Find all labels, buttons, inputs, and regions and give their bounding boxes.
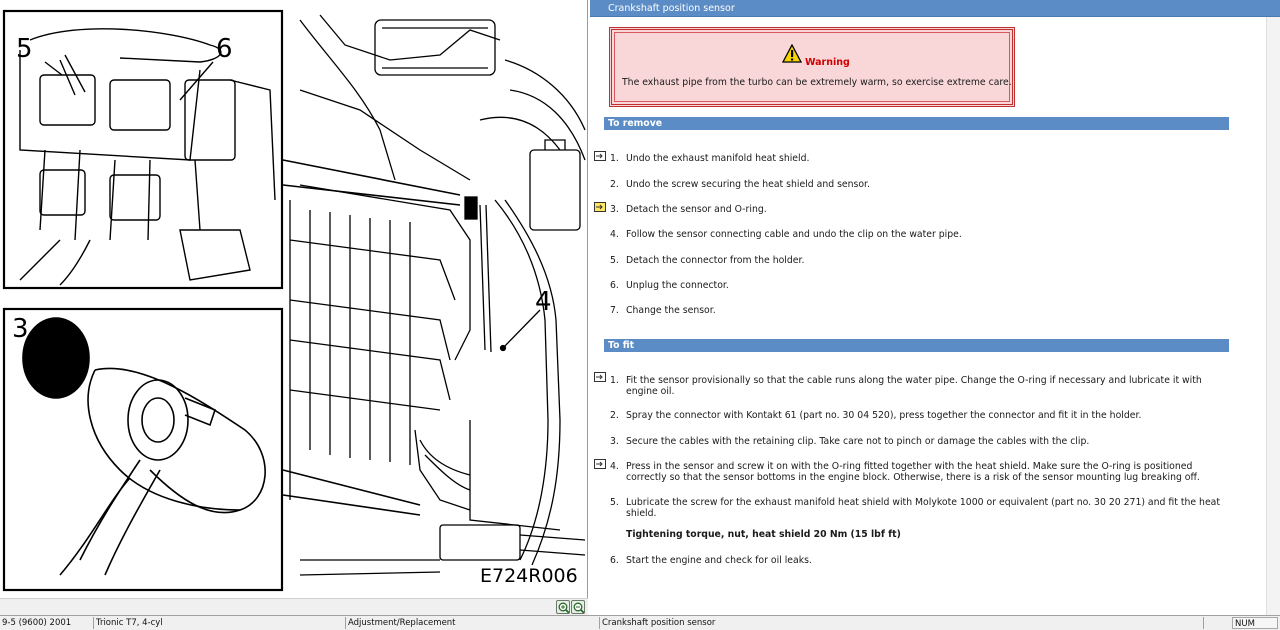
illustration-pane bbox=[0, 0, 588, 615]
status-num: NUM bbox=[1232, 617, 1278, 629]
callout-6: 6 bbox=[216, 34, 233, 64]
status-model: 9-5 (9600) 2001 bbox=[0, 617, 94, 629]
callout-5: 5 bbox=[16, 34, 33, 64]
section-to-remove: To remove bbox=[604, 117, 1229, 130]
illustration-code: E724R006 bbox=[480, 565, 578, 587]
warning-icon bbox=[782, 44, 802, 64]
highlight-reference-icon[interactable] bbox=[594, 202, 606, 212]
warning-text: The exhaust pipe from the turbo can be extremely warm, so exercise extreme care. bbox=[622, 77, 1012, 88]
zoom-out-icon bbox=[572, 601, 586, 615]
vertical-scrollbar[interactable] bbox=[1266, 17, 1280, 615]
document-title: Crankshaft position sensor bbox=[590, 0, 1280, 17]
reference-icon[interactable] bbox=[594, 372, 606, 382]
status-engine: Trionic T7, 4-cyl bbox=[94, 617, 346, 629]
illustration bbox=[0, 0, 588, 598]
zoom-out-button[interactable] bbox=[571, 600, 585, 614]
status-topic: Crankshaft position sensor bbox=[600, 617, 1204, 629]
callout-3: 3 bbox=[12, 314, 29, 344]
reference-icon[interactable] bbox=[594, 151, 606, 161]
status-category: Adjustment/Replacement bbox=[346, 617, 600, 629]
callout-4: 4 bbox=[535, 287, 552, 317]
status-bar bbox=[0, 615, 1280, 630]
zoom-in-button[interactable] bbox=[556, 600, 570, 614]
document-pane: Crankshaft position sensor Warning The exhaust pipe from the turbo can be extremely warm, so exercise extreme care. To remove 1. Undo the exhaust manifold heat shield. 2. Undo the screw securing the heat shield and sensor. 3. Detach the sensor and O-ring. 4. Follow the sensor connecting cable and undo the clip on the water pipe. 5. Detach the connector from the holder. 6. Unplug the connector. 7. Change the sensor. To fit 1. Fit the sensor provisionally so that the cable runs along the water pipe. Change the O-ring if necessary and lubricate it with engine oil. 2. Spray the connector with Kontakt 61 (part no. 30 04 520), press together the connector and fit it in the holder. 3. Secure the cables with the retaining clip. Take care not to pinch or damage the cables with the clip. 4. Press in the sensor and screw it on with the O-ring fitted together with the heat shield. Make sure the O-ring is positioned correctly so that the sensor bottoms in the engine block. Otherwise, there is a risk of the sensor mounting lug breaking off. 5. Lubricate the screw for the exhaust manifold heat shield with Molykote 1000 or equivalent (part no. 30 20 271) and fit the heat shield. Tightening torque, nut, heat shield 20 Nm (15 lbf ft) 6. Start the engine and check for oil leaks. bbox=[590, 0, 1280, 615]
warning-title: Warning bbox=[805, 57, 850, 68]
reference-icon[interactable] bbox=[594, 459, 606, 469]
section-to-fit: To fit bbox=[604, 339, 1229, 352]
torque-spec: Tightening torque, nut, heat shield 20 Nm (15 lbf ft) bbox=[626, 529, 901, 540]
warning-box bbox=[609, 27, 1015, 107]
zoom-in-icon bbox=[557, 601, 571, 615]
zoom-toolbar bbox=[0, 598, 588, 615]
